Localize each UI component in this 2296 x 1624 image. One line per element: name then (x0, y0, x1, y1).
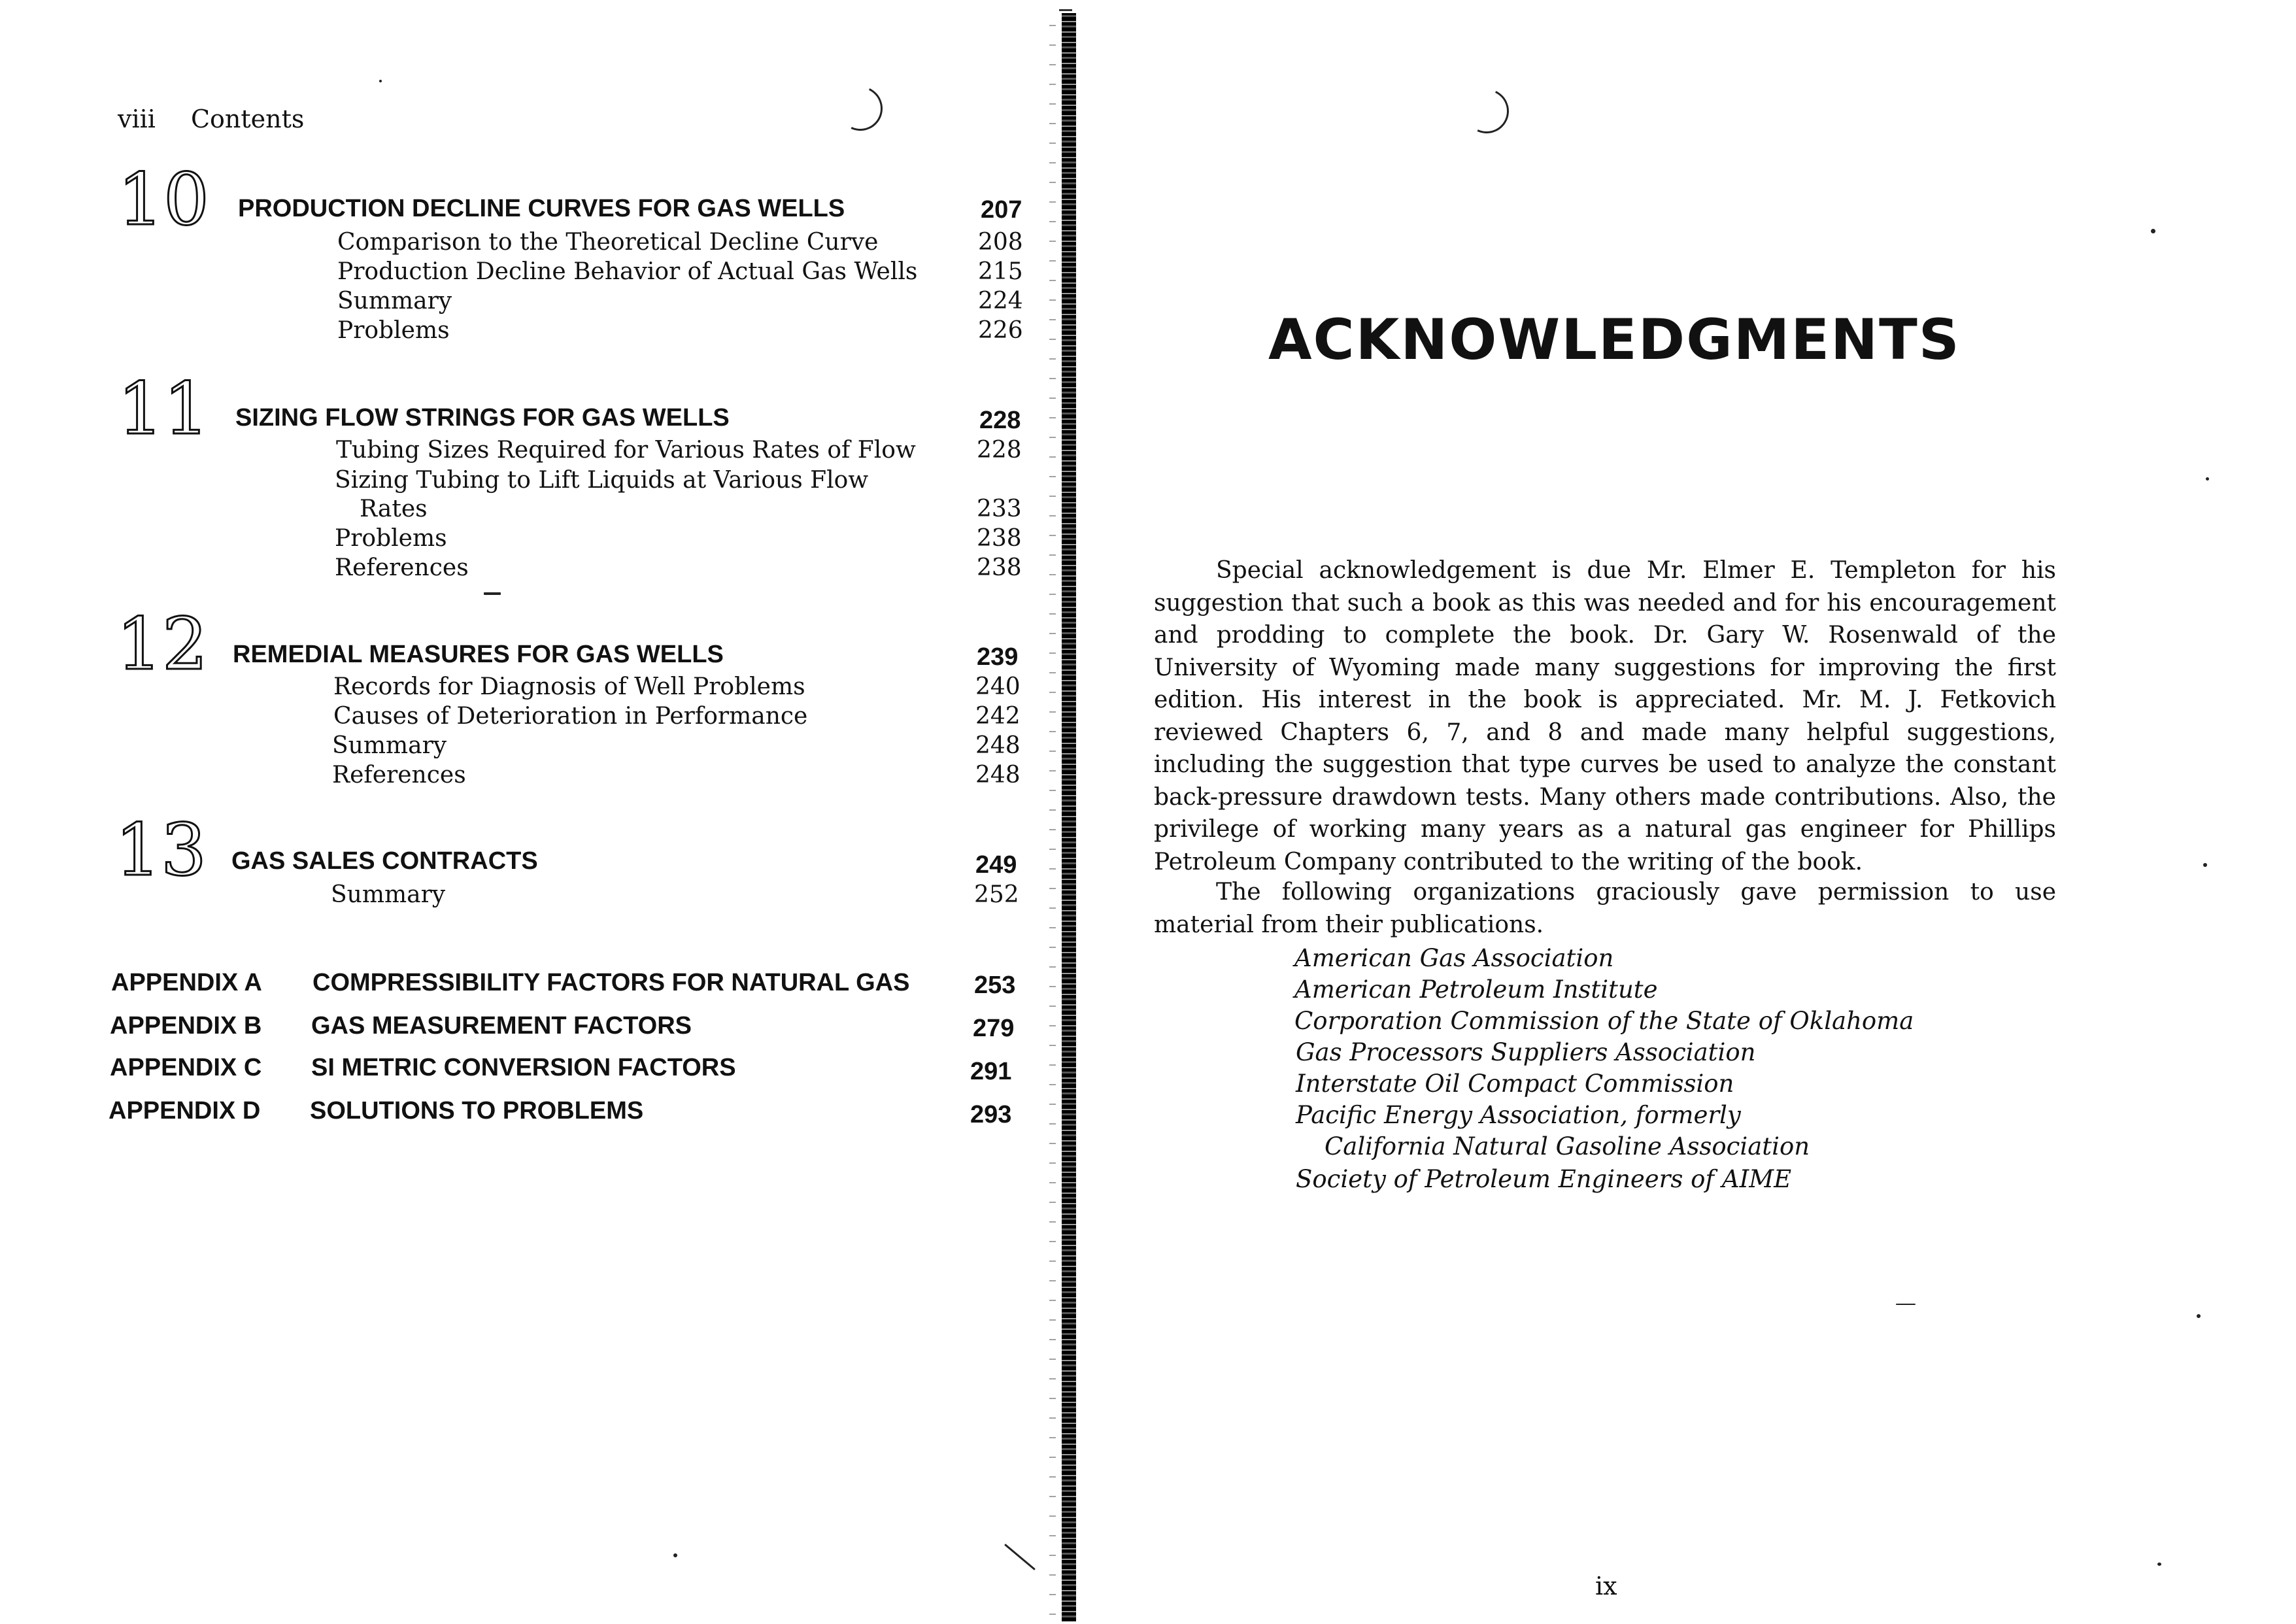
toc-entry-page: 242 (975, 703, 1021, 730)
appendix-label: APPENDIX C (110, 1054, 262, 1081)
appendix-page: 291 (970, 1058, 1012, 1085)
scan-speck (2157, 1563, 2161, 1566)
chapter-title: REMEDIAL MEASURES FOR GAS WELLS (233, 641, 724, 668)
acknowledgment-paragraph: Special acknowledgement is due Mr. Elmer E. Templeton for his suggestion that such a book as this was needed and for his encouragement and prodding to complete the book. Dr. Gary W. Rosenwald of the University of Wyoming made many suggestions for improving the first edition. His interest in the book is appreciated. Mr. M. J. Fetkovich reviewed Chapters 6, 7, and 8 and made many helpful suggestions, including the suggestion that type curves be used to analyze the constant back-pressure drawdown tests. Many others made contributions. Also, the privilege of working many years as a natural gas engineer for Phillips Petroleum Company contributed to the writing of the book. (1154, 557, 2056, 875)
organization-item: Corporation Commission of the State of Oklahoma (1294, 1007, 1914, 1035)
organization-item: Society of Petroleum Engineers of AIME (1296, 1165, 1792, 1193)
running-head (118, 105, 304, 133)
appendix-title: SI METRIC CONVERSION FACTORS (311, 1054, 736, 1081)
chapter-number: 11 (118, 367, 209, 450)
scan-speck (2206, 477, 2209, 481)
chapter-title: SIZING FLOW STRINGS FOR GAS WELLS (235, 404, 730, 431)
chapter-title: PRODUCTION DECLINE CURVES FOR GAS WELLS (238, 195, 845, 222)
scan-speck (484, 592, 501, 595)
organization-item: Interstate Oil Compact Commission (1296, 1070, 1734, 1098)
appendix-label: APPENDIX D (109, 1097, 261, 1125)
toc-entry-page: 248 (975, 762, 1021, 788)
appendix-title: SOLUTIONS TO PROBLEMS (310, 1097, 644, 1125)
page-folio-right: ix (1595, 1572, 1617, 1600)
toc-entry: Sizing Tubing to Lift Liquids at Various Flow (335, 467, 869, 494)
organization-item: Gas Processors Suppliers Association (1296, 1038, 1756, 1066)
toc-entry: Summary (337, 288, 452, 314)
toc-entry-page: 238 (977, 525, 1022, 552)
chapter-title: GAS SALES CONTRACTS (231, 847, 538, 875)
left-page-contents (0, 0, 1059, 1624)
organization-item: American Gas Association (1294, 944, 1614, 972)
page-folio: viii (118, 105, 156, 133)
toc-entry-page: 215 (978, 258, 1023, 285)
toc-entry: Summary (332, 732, 447, 759)
scan-speck (1896, 1304, 1916, 1305)
appendix-page: 253 (974, 972, 1016, 999)
appendix-page: 293 (970, 1101, 1012, 1128)
scan-speck (2151, 229, 2155, 233)
book-spine (1062, 13, 1076, 1621)
scan-speck (1004, 1544, 1036, 1570)
appendix-label: APPENDIX A (111, 969, 262, 996)
book-spine-edge (1049, 13, 1056, 1621)
organization-item: Pacific Energy Association, formerly (1296, 1101, 1741, 1129)
scan-speck (379, 80, 382, 82)
toc-entry-page: 248 (975, 732, 1021, 759)
toc-entry: Tubing Sizes Required for Various Rates of Flow (336, 437, 916, 464)
chapter-page: 239 (977, 643, 1019, 671)
toc-entry-page: 208 (978, 229, 1023, 256)
chapter-number: 10 (118, 158, 209, 241)
toc-entry: References (332, 762, 466, 788)
organization-item: American Petroleum Institute (1294, 975, 1658, 1004)
toc-entry: Comparison to the Theoretical Decline Curve (337, 229, 879, 256)
chapter-page: 207 (981, 196, 1022, 224)
toc-entry: Rates (360, 496, 428, 522)
scan-speck (2203, 863, 2207, 867)
chapter-page: 228 (979, 407, 1021, 434)
scan-speck (673, 1553, 677, 1557)
punch-hole-icon (832, 80, 888, 137)
toc-entry-page: 252 (974, 881, 1019, 908)
appendix-label: APPENDIX B (110, 1012, 262, 1040)
toc-entry-page: 233 (977, 496, 1022, 522)
organization-item: California Natural Gasoline Association (1325, 1132, 1810, 1160)
appendix-title: GAS MEASUREMENT FACTORS (311, 1012, 692, 1040)
appendix-page: 279 (973, 1015, 1015, 1042)
acknowledgment-paragraph: The following organizations graciously gave permission to use material from their publications. (1154, 879, 2056, 938)
toc-entry: References (335, 554, 469, 581)
toc-entry: Problems (337, 317, 450, 344)
toc-entry: Production Decline Behavior of Actual Gas Wells (337, 258, 918, 285)
toc-entry: Problems (335, 525, 447, 552)
chapter-number: 12 (116, 602, 208, 686)
scan-speck (2197, 1314, 2201, 1318)
running-title: Contents (190, 105, 305, 133)
toc-entry-page: 238 (977, 554, 1022, 581)
toc-entry: Summary (331, 881, 446, 908)
acknowledgments-title: ACKNOWLEDGMENTS (1268, 307, 1961, 373)
toc-entry-page: 228 (977, 437, 1022, 464)
toc-entry-page: 226 (978, 317, 1023, 344)
chapter-number: 13 (115, 808, 207, 892)
chapter-page: 249 (975, 851, 1017, 879)
appendix-title: COMPRESSIBILITY FACTORS FOR NATURAL GAS (312, 969, 910, 996)
toc-entry: Causes of Deterioration in Performance (333, 703, 808, 730)
toc-entry: Records for Diagnosis of Well Problems (333, 673, 805, 700)
toc-entry-page: 240 (975, 673, 1021, 700)
toc-entry-page: 224 (978, 288, 1023, 314)
